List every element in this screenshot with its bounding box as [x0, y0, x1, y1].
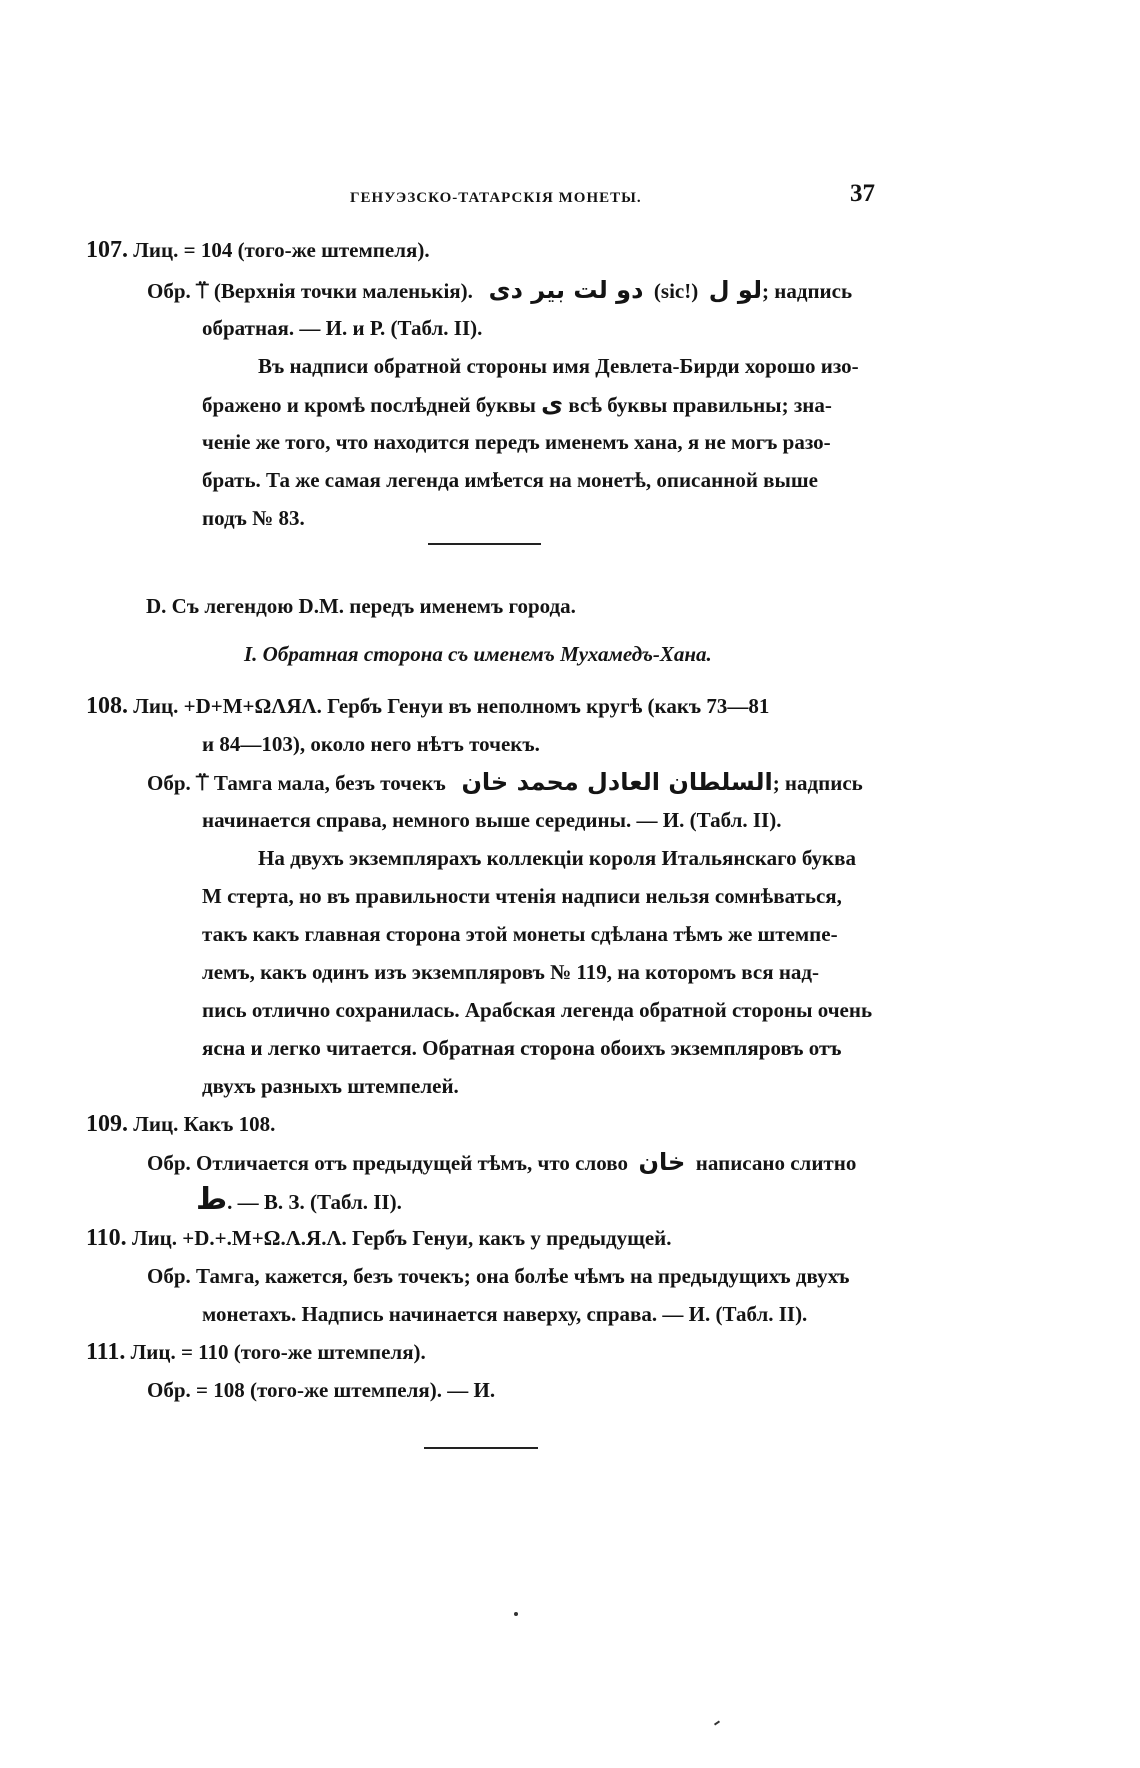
entry-108-obverse-text: Лиц. +D+M+ΩΛЯΛ. Гербъ Генуи въ неполномъ кругѣ (какъ 73—81: [133, 694, 770, 718]
ligature-glyph: ط: [196, 1182, 228, 1217]
entry-108-comment-line: На двухъ экземплярахъ коллекціи короля Итальянскаго буква: [258, 846, 856, 870]
entry-108-arabic-legend: السلطان العادل محمد خان: [461, 768, 773, 796]
entry-107-obverse-text: Лиц. = 104 (того-же штемпеля).: [133, 238, 430, 262]
entry-110-reverse-cont: монетахъ. Надпись начинается наверху, справа. — И. (Табл. II).: [202, 1302, 808, 1326]
scan-speck: [514, 1612, 518, 1616]
entry-109-number: 109.: [86, 1111, 128, 1137]
entry-111-obverse: [86, 1338, 426, 1366]
entry-107-arabic-legend-2: لو ل: [708, 276, 762, 304]
entry-107-reverse-text-a: Обр. ⍡ (Верхнія точки маленькія).: [147, 279, 473, 303]
entry-111-reverse: Обр. = 108 (того-же штемпеля). — И.: [147, 1378, 496, 1402]
entry-108-comment-line: пись отлично сохранилась. Арабская легенда обратной стороны очень: [202, 998, 873, 1022]
entry-107-comment-line: ченіе же того, что находится передъ именемъ хана, я не могъ разо-: [202, 430, 831, 454]
entry-108-comment-line: лемъ, какъ одинъ изъ экземпляровъ № 119, на которомъ вся над-: [202, 960, 820, 984]
entry-111-obverse-text: Лиц. = 110 (того-же штемпеля).: [130, 1340, 426, 1364]
entry-107-number: 107.: [86, 237, 128, 263]
entry-109-arabic-word: خان: [638, 1148, 686, 1176]
entry-107-reverse: [147, 276, 852, 305]
entry-108-number: 108.: [86, 693, 128, 719]
entry-109-obverse-text: Лиц. Какъ 108.: [133, 1112, 276, 1136]
entry-108-comment-line: двухъ разныхъ штемпелей.: [202, 1074, 459, 1098]
entry-110-obverse: [86, 1224, 672, 1252]
entry-107-reverse-cont: обратная. — И. и Р. (Табл. II).: [202, 316, 483, 340]
entry-108-reverse-text-a: Обр. ⍡ Тамга мала, безъ точекъ: [147, 771, 446, 795]
comment-text: всѣ буквы правильны; зна-: [568, 393, 832, 417]
closing-divider: [424, 1447, 538, 1449]
entry-109-reverse-text-a: Обр. Отличается отъ предыдущей тѣмъ, что слово: [147, 1151, 628, 1175]
entry-108-obverse: [86, 692, 769, 720]
entry-108-reverse: [147, 768, 863, 797]
entry-109-reverse-cont: [196, 1182, 402, 1217]
scan-speck: [714, 1720, 720, 1725]
arabic-letter-ya: ى: [541, 390, 564, 418]
entry-107-obverse: [86, 236, 430, 264]
entry-111-number: 111.: [86, 1339, 126, 1365]
entry-108-obverse-cont: и 84—103), около него нѣтъ точекъ.: [202, 732, 540, 756]
entry-108-reverse-text-b: ; надпись: [772, 771, 863, 795]
entry-107-comment-line: подъ № 83.: [202, 506, 305, 530]
entry-107-arabic-legend: دو لت بير دى: [488, 276, 644, 304]
entry-107-comment-line: брать. Та же самая легенда имѣется на монетѣ, описанной выше: [202, 468, 818, 492]
entry-108-reverse-cont: начинается справа, немного выше середины. — И. (Табл. II).: [202, 808, 782, 832]
entry-110-reverse: Обр. Тамга, кажется, безъ точекъ; она болѣе чѣмъ на предыдущихъ двухъ: [147, 1264, 850, 1288]
entry-107-comment-line: Въ надписи обратной стороны имя Девлета-Бирди хорошо изо-: [258, 354, 859, 378]
entry-109-reverse: [147, 1148, 856, 1177]
section-d-heading: D. Съ легендою D.M. передъ именемъ города.: [146, 594, 576, 618]
entry-108-comment-line: M стерта, но въ правильности чтенія надписи нельзя сомнѣваться,: [202, 884, 842, 908]
entry-109-obverse: [86, 1110, 275, 1138]
subsection-i-heading: I. Обратная сторона съ именемъ Мухамедъ-Хана.: [244, 642, 712, 666]
entry-110-number: 110.: [86, 1225, 127, 1251]
page-number: 37: [850, 180, 875, 207]
entry-107-sic: (sic!): [653, 279, 699, 303]
entry-109-reverse-text-b: написано слитно: [695, 1151, 857, 1175]
entry-107-reverse-text-c: ; надпись: [761, 279, 853, 303]
entry-108-comment-line: ясна и легко читается. Обратная сторона обоихъ экземпляровъ отъ: [202, 1036, 842, 1060]
page-header: [0, 180, 1140, 220]
entry-109-reverse-cont-text: . — В. З. (Табл. II).: [227, 1190, 402, 1214]
entry-108-comment-line: такъ какъ главная сторона этой монеты сдѣлана тѣмъ же штемпе-: [202, 922, 838, 946]
entry-107-comment-line: [202, 390, 832, 419]
section-divider: [428, 543, 541, 545]
running-title: ГЕНУЭЗСКО-ТАТАРСКІЯ МОНЕТЫ.: [350, 190, 642, 206]
entry-110-obverse-text: Лиц. +D.+.M+Ω.Λ.Я.Λ. Гербъ Генуи, какъ у предыдущей.: [131, 1226, 672, 1250]
comment-text: бражено и кромѣ послѣдней буквы: [202, 393, 536, 417]
